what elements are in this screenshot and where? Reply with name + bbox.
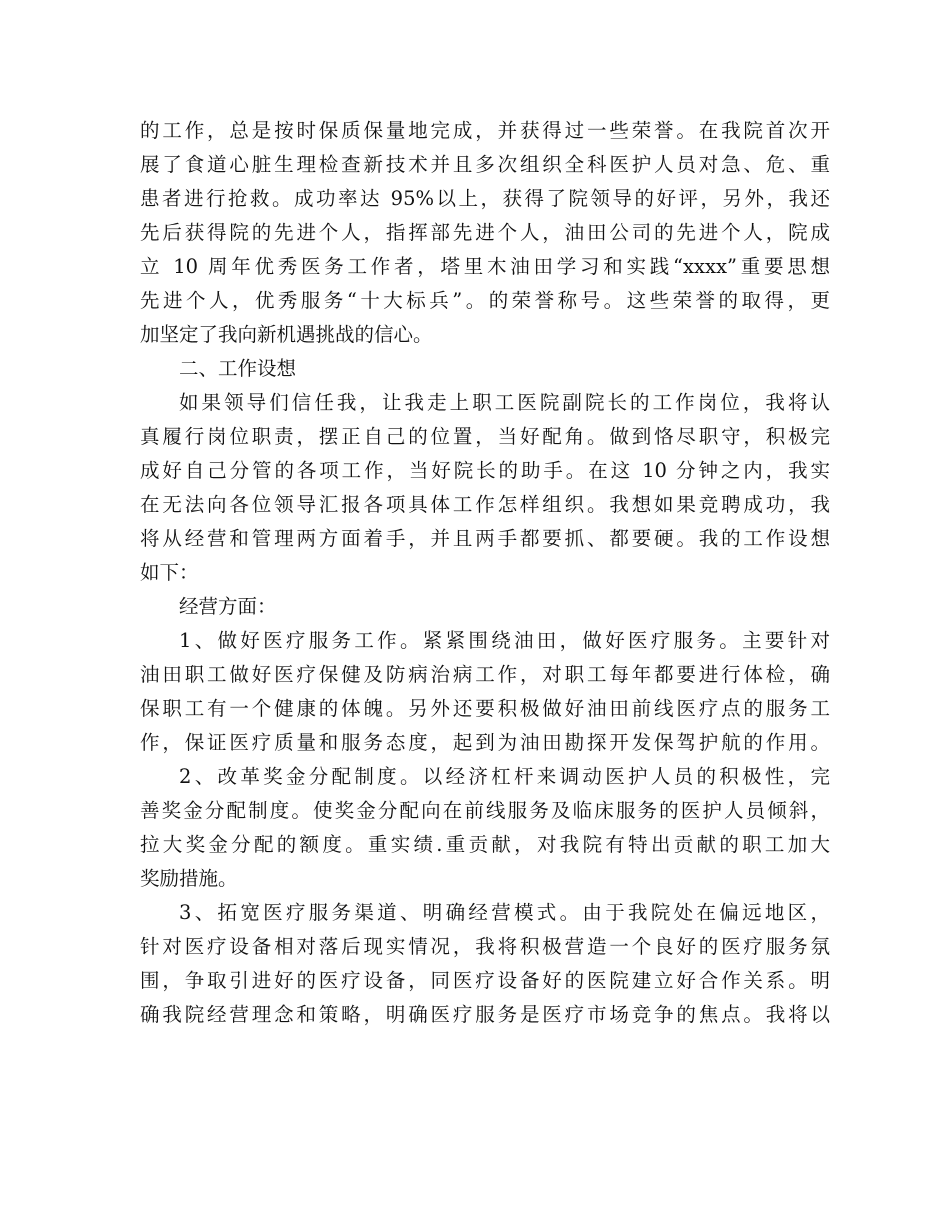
text-line: 的工作，总是按时保质保量地完成，并获得过一些荣誉。在我院首次开	[140, 119, 830, 142]
text-line: 成好自己分管的各项工作，当好院长的助手。在这 10 分钟之内，我实	[140, 459, 830, 482]
subsection-heading: 经营方面：	[179, 595, 277, 618]
text-line: 真履行岗位职责，摆正自己的位置，当好配角。做到恪尽职守，积极完	[140, 425, 830, 448]
text-line: 作，保证医疗质量和服务态度，起到为油田勘探开发保驾护航的作用。	[140, 731, 830, 754]
text-line: 将从经营和管理两方面着手，并且两手都要抓、都要硬。我的工作设想	[140, 527, 830, 550]
text-line: 如果领导们信任我，让我走上职工医院副院长的工作岗位，我将认	[179, 391, 830, 414]
text-line: 3、拓宽医疗服务渠道、明确经营模式。由于我院处在偏远地区，	[179, 901, 830, 924]
text-line: 如下：	[140, 561, 199, 584]
text-line: 油田职工做好医疗保健及防病治病工作，对职工每年都要进行体检，确	[140, 663, 830, 686]
text-line: 拉大奖金分配的额度。重实绩.重贡献，对我院有特出贡献的职工加大	[140, 833, 830, 856]
section-heading: 二、工作设想	[179, 357, 297, 380]
text-line: 先进个人，优秀服务“十大标兵”。的荣誉称号。这些荣誉的取得，更	[140, 289, 830, 312]
text-line: 善奖金分配制度。使奖金分配向在前线服务及临床服务的医护人员倾斜，	[140, 799, 830, 822]
body-text	[140, 114, 830, 1032]
text-line: 展了食道心脏生理检查新技术并且多次组织全科医护人员对急、危、重	[140, 153, 830, 176]
text-line: 立 10 周年优秀医务工作者，塔里木油田学习和实践“xxxx”重要思想	[140, 255, 830, 278]
text-line: 患者进行抢救。成功率达 95%以上，获得了院领导的好评，另外，我还	[140, 187, 830, 210]
text-line: 针对医疗设备相对落后现实情况，我将积极营造一个良好的医疗服务氛	[140, 935, 830, 958]
text-line: 1、做好医疗服务工作。紧紧围绕油田，做好医疗服务。主要针对	[179, 629, 830, 652]
text-line: 奖励措施。	[140, 867, 238, 890]
text-line: 2、改革奖金分配制度。以经济杠杆来调动医护人员的积极性，完	[179, 765, 830, 788]
text-line: 加坚定了我向新机遇挑战的信心。	[140, 323, 433, 346]
text-line: 确我院经营理念和策略，明确医疗服务是医疗市场竞争的焦点。我将以	[140, 1003, 830, 1026]
text-line: 先后获得院的先进个人，指挥部先进个人，油田公司的先进个人，院成	[140, 221, 830, 244]
text-line: 保职工有一个健康的体魄。另外还要积极做好油田前线医疗点的服务工	[140, 697, 830, 720]
text-line: 在无法向各位领导汇报各项具体工作怎样组织。我想如果竞聘成功，我	[140, 493, 830, 516]
text-line: 围，争取引进好的医疗设备，同医疗设备好的医院建立好合作关系。明	[140, 969, 830, 992]
